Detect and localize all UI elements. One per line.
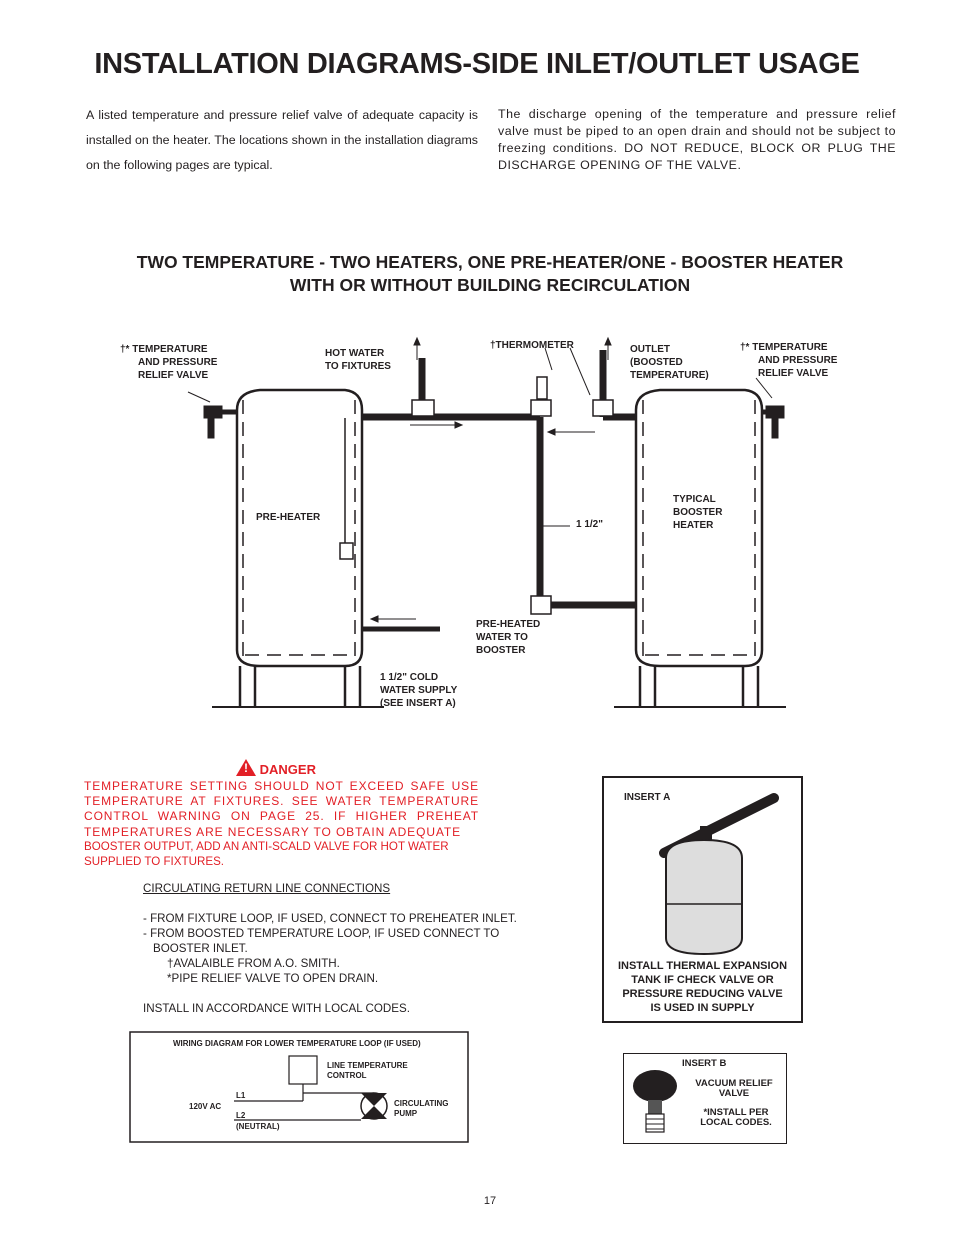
expansion-tank-icon	[604, 778, 801, 958]
label-outlet-2: (BOOSTED	[630, 357, 683, 368]
circulating-pump-icon	[361, 1093, 387, 1119]
label-booster-3: HEATER	[673, 520, 714, 531]
label-relief-left-3: RELIEF VALVE	[138, 370, 209, 381]
insert-b-note-1: *INSTALL PER	[703, 1107, 769, 1118]
wiring-title: WIRING DIAGRAM FOR LOWER TEMPERATURE LOOP (IF USED)	[173, 1039, 421, 1048]
wiring-pump-1: CIRCULATING	[394, 1099, 449, 1108]
label-thermometer: †THERMOMETER	[490, 340, 574, 351]
insert-b-valve-2: VALVE	[718, 1088, 750, 1099]
label-pipe-size: 1 1/2"	[576, 519, 603, 530]
relief-valve-left-icon	[204, 406, 237, 438]
wiring-l1: L1	[236, 1091, 246, 1100]
danger-text-spaced: TEMPERATURE SETTING SHOULD NOT EXCEED SAFE USE TEMPERATURE AT FIXTURES. SEE WATER TEMPERATURE CONTROL WARNING ON PAGE 25. IF HIGHER PREHEAT TEMPERATURES ARE NECESSARY TO OBTAIN ADEQUATE	[84, 779, 479, 839]
label-outlet-3: TEMPERATURE)	[630, 370, 709, 381]
installation-diagram	[100, 330, 860, 720]
warning-icon: !	[236, 759, 256, 776]
label-booster-1: TYPICAL	[673, 494, 716, 505]
insert-b-valve-1: VACUUM RELIEF	[695, 1078, 773, 1089]
label-cold-supply-1: 1 1/2" COLD	[380, 672, 439, 683]
label-relief-left-2: AND PRESSURE	[138, 357, 218, 368]
notes-pipe: *PIPE RELIEF VALVE TO OPEN DRAIN.	[167, 972, 379, 985]
preheater-tank	[212, 390, 384, 707]
danger-heading	[236, 759, 316, 777]
wiring-l2: L2	[236, 1111, 246, 1120]
insert-a-box	[602, 776, 803, 1023]
notes-item2b: BOOSTER INLET.	[153, 942, 248, 955]
label-cold-supply-2: WATER SUPPLY	[380, 685, 458, 696]
notes-item1: - FROM FIXTURE LOOP, IF USED, CONNECT TO PREHEATER INLET.	[143, 912, 517, 925]
notes-item2a: - FROM BOOSTED TEMPERATURE LOOP, IF USED CONNECT TO	[143, 927, 500, 940]
piping	[188, 338, 772, 629]
danger-text-tail	[84, 839, 449, 869]
wiring-pump-2: PUMP	[394, 1109, 418, 1118]
wiring-control-1: LINE TEMPERATURE	[327, 1061, 408, 1070]
insert-a-label: INSERT A	[624, 792, 671, 803]
label-relief-left-1: †* TEMPERATURE	[120, 344, 208, 355]
label-outlet-1: OUTLET	[630, 344, 670, 355]
label-relief-right-3: RELIEF VALVE	[758, 368, 829, 379]
intro-paragraph-right: The discharge opening of the temperature and pressure relief valve must be piped to an open drain and should not be subject to freezing conditions. DO NOT REDUCE, BLOCK OR PLUG THE DISCHARGE OPENING OF THE VALVE.	[498, 107, 896, 172]
section-heading-line2: WITH OR WITHOUT BUILDING RECIRCULATION	[289, 275, 691, 295]
wiring-voltage: 120V AC	[189, 1102, 222, 1111]
notes-codes: INSTALL IN ACCORDANCE WITH LOCAL CODES.	[143, 1002, 410, 1015]
insert-b-box	[623, 1053, 787, 1144]
relief-valve-right-icon	[762, 406, 784, 438]
danger-text-tail-line1: BOOSTER OUTPUT, ADD AN ANTI-SCALD VALVE FOR HOT WATER	[84, 840, 449, 853]
wiring-diagram	[129, 1031, 469, 1143]
page-title: INSTALLATION DIAGRAMS-SIDE INLET/OUTLET USAGE	[94, 48, 860, 80]
label-cold-supply-3: (SEE INSERT A)	[380, 698, 456, 709]
label-preheater: PRE-HEATER	[256, 512, 321, 523]
wiring-control-2: CONTROL	[327, 1071, 367, 1080]
wiring-neutral: (NEUTRAL)	[236, 1122, 280, 1131]
notes-heading: CIRCULATING RETURN LINE CONNECTIONS	[143, 882, 391, 895]
label-preheated-2: WATER TO	[476, 632, 528, 643]
insert-a-caption-3: PRESSURE REDUCING VALVE	[622, 988, 783, 1000]
danger-label: DANGER	[259, 762, 316, 777]
label-preheated-1: PRE-HEATED	[476, 619, 541, 630]
insert-a-caption-1: INSTALL THERMAL EXPANSION	[617, 960, 788, 972]
label-hot-water-2: TO FIXTURES	[325, 361, 391, 372]
label-booster-2: BOOSTER	[673, 507, 723, 518]
notes-available: †AVALAIBLE FROM A.O. SMITH.	[167, 957, 340, 970]
vacuum-relief-valve-icon	[630, 1066, 680, 1142]
insert-b-valve	[684, 1079, 784, 1099]
insert-b-note	[686, 1108, 786, 1128]
intro-paragraph-left: A listed temperature and pressure relief valve of adequate capacity is installed on the heater. The locations shown in the installation diagrams on the following pages are typical.	[86, 108, 478, 172]
insert-a-caption	[604, 959, 801, 1015]
label-preheated-3: BOOSTER	[476, 645, 526, 656]
insert-a-caption-4: IS USED IN SUPPLY	[650, 1002, 755, 1014]
insert-b-label: INSERT B	[682, 1058, 727, 1069]
danger-text-tail-line2: SUPPLIED TO FIXTURES.	[84, 855, 225, 869]
section-heading-line1: TWO TEMPERATURE - TWO HEATERS, ONE PRE-HEATER/ONE - BOOSTER HEATER	[136, 252, 844, 272]
label-hot-water-1: HOT WATER	[325, 348, 385, 359]
label-relief-right-2: AND PRESSURE	[758, 355, 838, 366]
page-number: 17	[483, 1195, 497, 1207]
label-relief-right-1: †* TEMPERATURE	[740, 342, 828, 353]
insert-a-caption-2: TANK IF CHECK VALVE OR	[631, 974, 774, 986]
booster-tank	[614, 390, 786, 707]
insert-b-note-2: LOCAL CODES.	[700, 1117, 772, 1128]
